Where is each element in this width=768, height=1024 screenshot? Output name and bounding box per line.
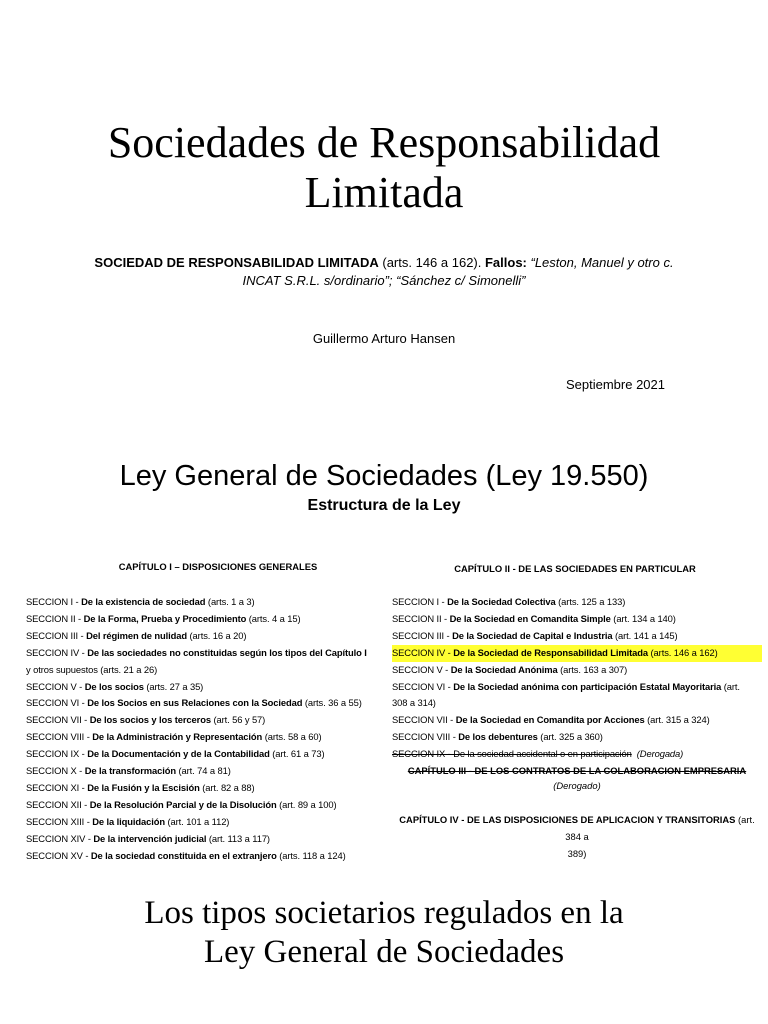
section-row [26,746,394,763]
slide1-title-line2: Limitada [304,168,464,217]
section-number: SECCION IX - [26,748,88,760]
section-row [26,628,394,645]
section-number: SECCION XIII - [26,815,93,827]
section-arts: (art. 325 a 360) [537,731,603,743]
section-name: Del régimen de nulidad [86,629,188,641]
section-arts: (art. 82 a 88) [199,781,255,793]
section-number: SECCION V - [392,663,451,675]
section-row [26,814,394,831]
section-arts: (art. 61 a 73) [269,748,325,760]
chapter2-heading: CAPÍTULO II - DE LAS SOCIEDADES EN PARTICULAR [454,563,696,574]
slide2-subtitle: Estructura de la Ley [307,497,461,514]
chapter1-section-list [26,594,394,865]
section-arts: (arts. 58 a 60) [262,731,322,743]
section-arts: (arts. 163 a 307) [557,663,628,675]
section-arts: (arts. 4 a 15) [246,612,301,624]
section-row [26,848,394,865]
section-row [392,594,762,611]
section-name: De la Sociedad en Comandita por Acciones [455,714,645,726]
section-number: SECCION XII - [26,798,90,810]
section-number: SECCION XI - [26,781,88,793]
section-row [26,662,394,679]
section-arts: (arts. 146 a 162) [648,646,718,658]
section9-note: (Derogada) [636,748,684,759]
chapter1-heading: CAPÍTULO I – DISPOSICIONES GENERALES [118,561,318,572]
section-arts: (arts. 1 a 3) [205,596,255,607]
section-name: De la intervención judicial [93,832,207,844]
section-row [392,662,762,679]
section-row [392,628,762,645]
section-row [26,780,394,797]
section-row [392,695,762,712]
section9-row [392,746,762,763]
section-row [26,797,394,814]
section-number: SECCION VIII - [392,731,459,743]
section-arts: (art. [721,680,740,692]
section-name: De los debentures [458,731,538,743]
section-number: SECCION VI - [392,680,454,692]
section-name: De la Sociedad Colectiva [447,596,556,607]
chapter3-heading: CAPÍTULO III - DE LOS CONTRATOS DE LA COLABORACION EMPRESARIA [407,765,747,776]
section-arts: y otros supuestos (arts. 21 a 26) [26,663,158,675]
fallos-text: “Leston, Manuel y otro c. INCAT S.R.L. s/ordinario”; “Sánchez c/ Simonelli” [242,255,674,288]
slide1-subtitle [80,254,688,290]
section-name: De la Sociedad de Responsabilidad Limitada [453,646,649,658]
section-row [26,712,394,729]
section-arts: (art. 101 a 112) [165,815,230,827]
section-arts: (arts. 36 a 55) [302,697,362,709]
section-number: SECCION III - [392,629,453,641]
section-row [26,611,394,628]
section-number: SECCION I - [392,596,448,607]
section-row [26,679,394,696]
section-number: SECCION IV - [26,646,88,658]
section-name: De la Sociedad anónima con participación Estatal Mayoritaria [453,680,722,692]
slide3-title-line2: Ley General de Sociedades [203,934,565,970]
section-arts: 308 a 314) [392,697,436,709]
section-name: De la Administración y Representación [92,731,263,743]
section-row [26,729,394,746]
chapter2-section-list [392,594,762,746]
subtitle-arts: (arts. 146 a 162). [378,255,485,270]
section-row [26,831,394,848]
section-arts: (art. 315 a 324) [644,714,710,726]
section-row [392,679,762,696]
section-name: De la sociedad constituida en el extranjero [90,849,277,861]
section-number: SECCION III - [26,629,87,641]
section-number: SECCION VI - [26,697,88,709]
section-arts: (arts. 16 a 20) [187,629,247,641]
section-arts: (art. 74 a 81) [175,765,231,777]
date: Septiembre 2021 [565,377,665,392]
chapter4-heading [392,811,762,862]
section-name: De los socios [84,680,144,692]
section-number: SECCION VIII - [26,731,93,743]
chapter3-note: (Derogado) [553,780,601,791]
section-name: De la Forma, Prueba y Procedimiento [83,612,247,624]
section-number: SECCION XV - [26,849,91,861]
section-name: De la Fusión y la Escisión [87,781,200,793]
section-arts: (art. 113 a 117) [206,832,270,844]
section-row [392,712,762,729]
section-name: De los Socios en sus Relaciones con la Sociedad [87,697,303,709]
section-number: SECCION VII - [392,714,456,726]
section-arts: (art. 89 a 100) [276,798,337,810]
section-number: SECCION I - [26,596,82,607]
section-name: De la Resolución Parcial y de la Disolución [89,798,277,810]
section-number: SECCION II - [392,612,450,624]
section-name: De la liquidación [92,815,166,827]
slide3-title [0,894,768,972]
fallos-label: Fallos: [484,255,527,270]
section-arts: (art. 141 a 145) [612,629,678,641]
section-arts: (arts. 125 a 133) [555,596,626,607]
author: Guillermo Arturo Hansen [312,331,456,346]
section-name: De la Sociedad en Comandita Simple [449,612,611,624]
section-row [26,594,394,611]
section-arts: (art. 134 a 140) [610,612,676,624]
section-row [26,763,394,780]
section-number: SECCION V - [26,680,85,692]
section-name: De la Sociedad de Capital e Industria [452,629,613,641]
section-name: De la transformación [84,765,176,777]
section-name: De las sociedades no constituidas según los tipos del Capítulo I [87,646,367,658]
section9-struck: SECCION IX - De la sociedad accidental o en participación [392,748,632,759]
section-arts: (art. 56 y 57) [210,714,266,726]
section-row [26,695,394,712]
section-number: SECCION VII - [26,714,90,726]
section-number: SECCION X - [26,765,85,777]
section-number: SECCION II - [26,612,84,624]
section-number: SECCION XIV - [26,832,94,844]
section-name: De la existencia de sociedad [81,596,206,607]
section-number: SECCION IV - [392,646,454,658]
section-row [392,729,762,746]
section-arts: (arts. 118 a 124) [276,849,346,861]
section-name: De la Sociedad Anónima [450,663,558,675]
chapter4-arts2: 389) [567,848,587,859]
slide1-title-line1: Sociedades de Responsabilidad [107,118,661,167]
section-row [26,645,394,662]
chapter4-arts1: (art. 384 a [565,814,755,842]
slide2-title: Ley General de Sociedades (Ley 19.550) [119,460,649,492]
chapter4-title: CAPÍTULO IV - DE LAS DISPOSICIONES DE APLICACION Y TRANSITORIAS [399,814,736,825]
subtitle-bold: SOCIEDAD DE RESPONSABILIDAD LIMITADA [94,255,379,270]
section-row [392,611,762,628]
section-name: De los socios y los terceros [89,714,211,726]
section-name: De la Documentación y de la Contabilidad [87,748,270,760]
section-arts: (arts. 27 a 35) [143,680,204,692]
slide3-title-line1: Los tipos societarios regulados en la [144,895,624,931]
section-row [392,645,762,662]
slide1-title [0,118,768,218]
